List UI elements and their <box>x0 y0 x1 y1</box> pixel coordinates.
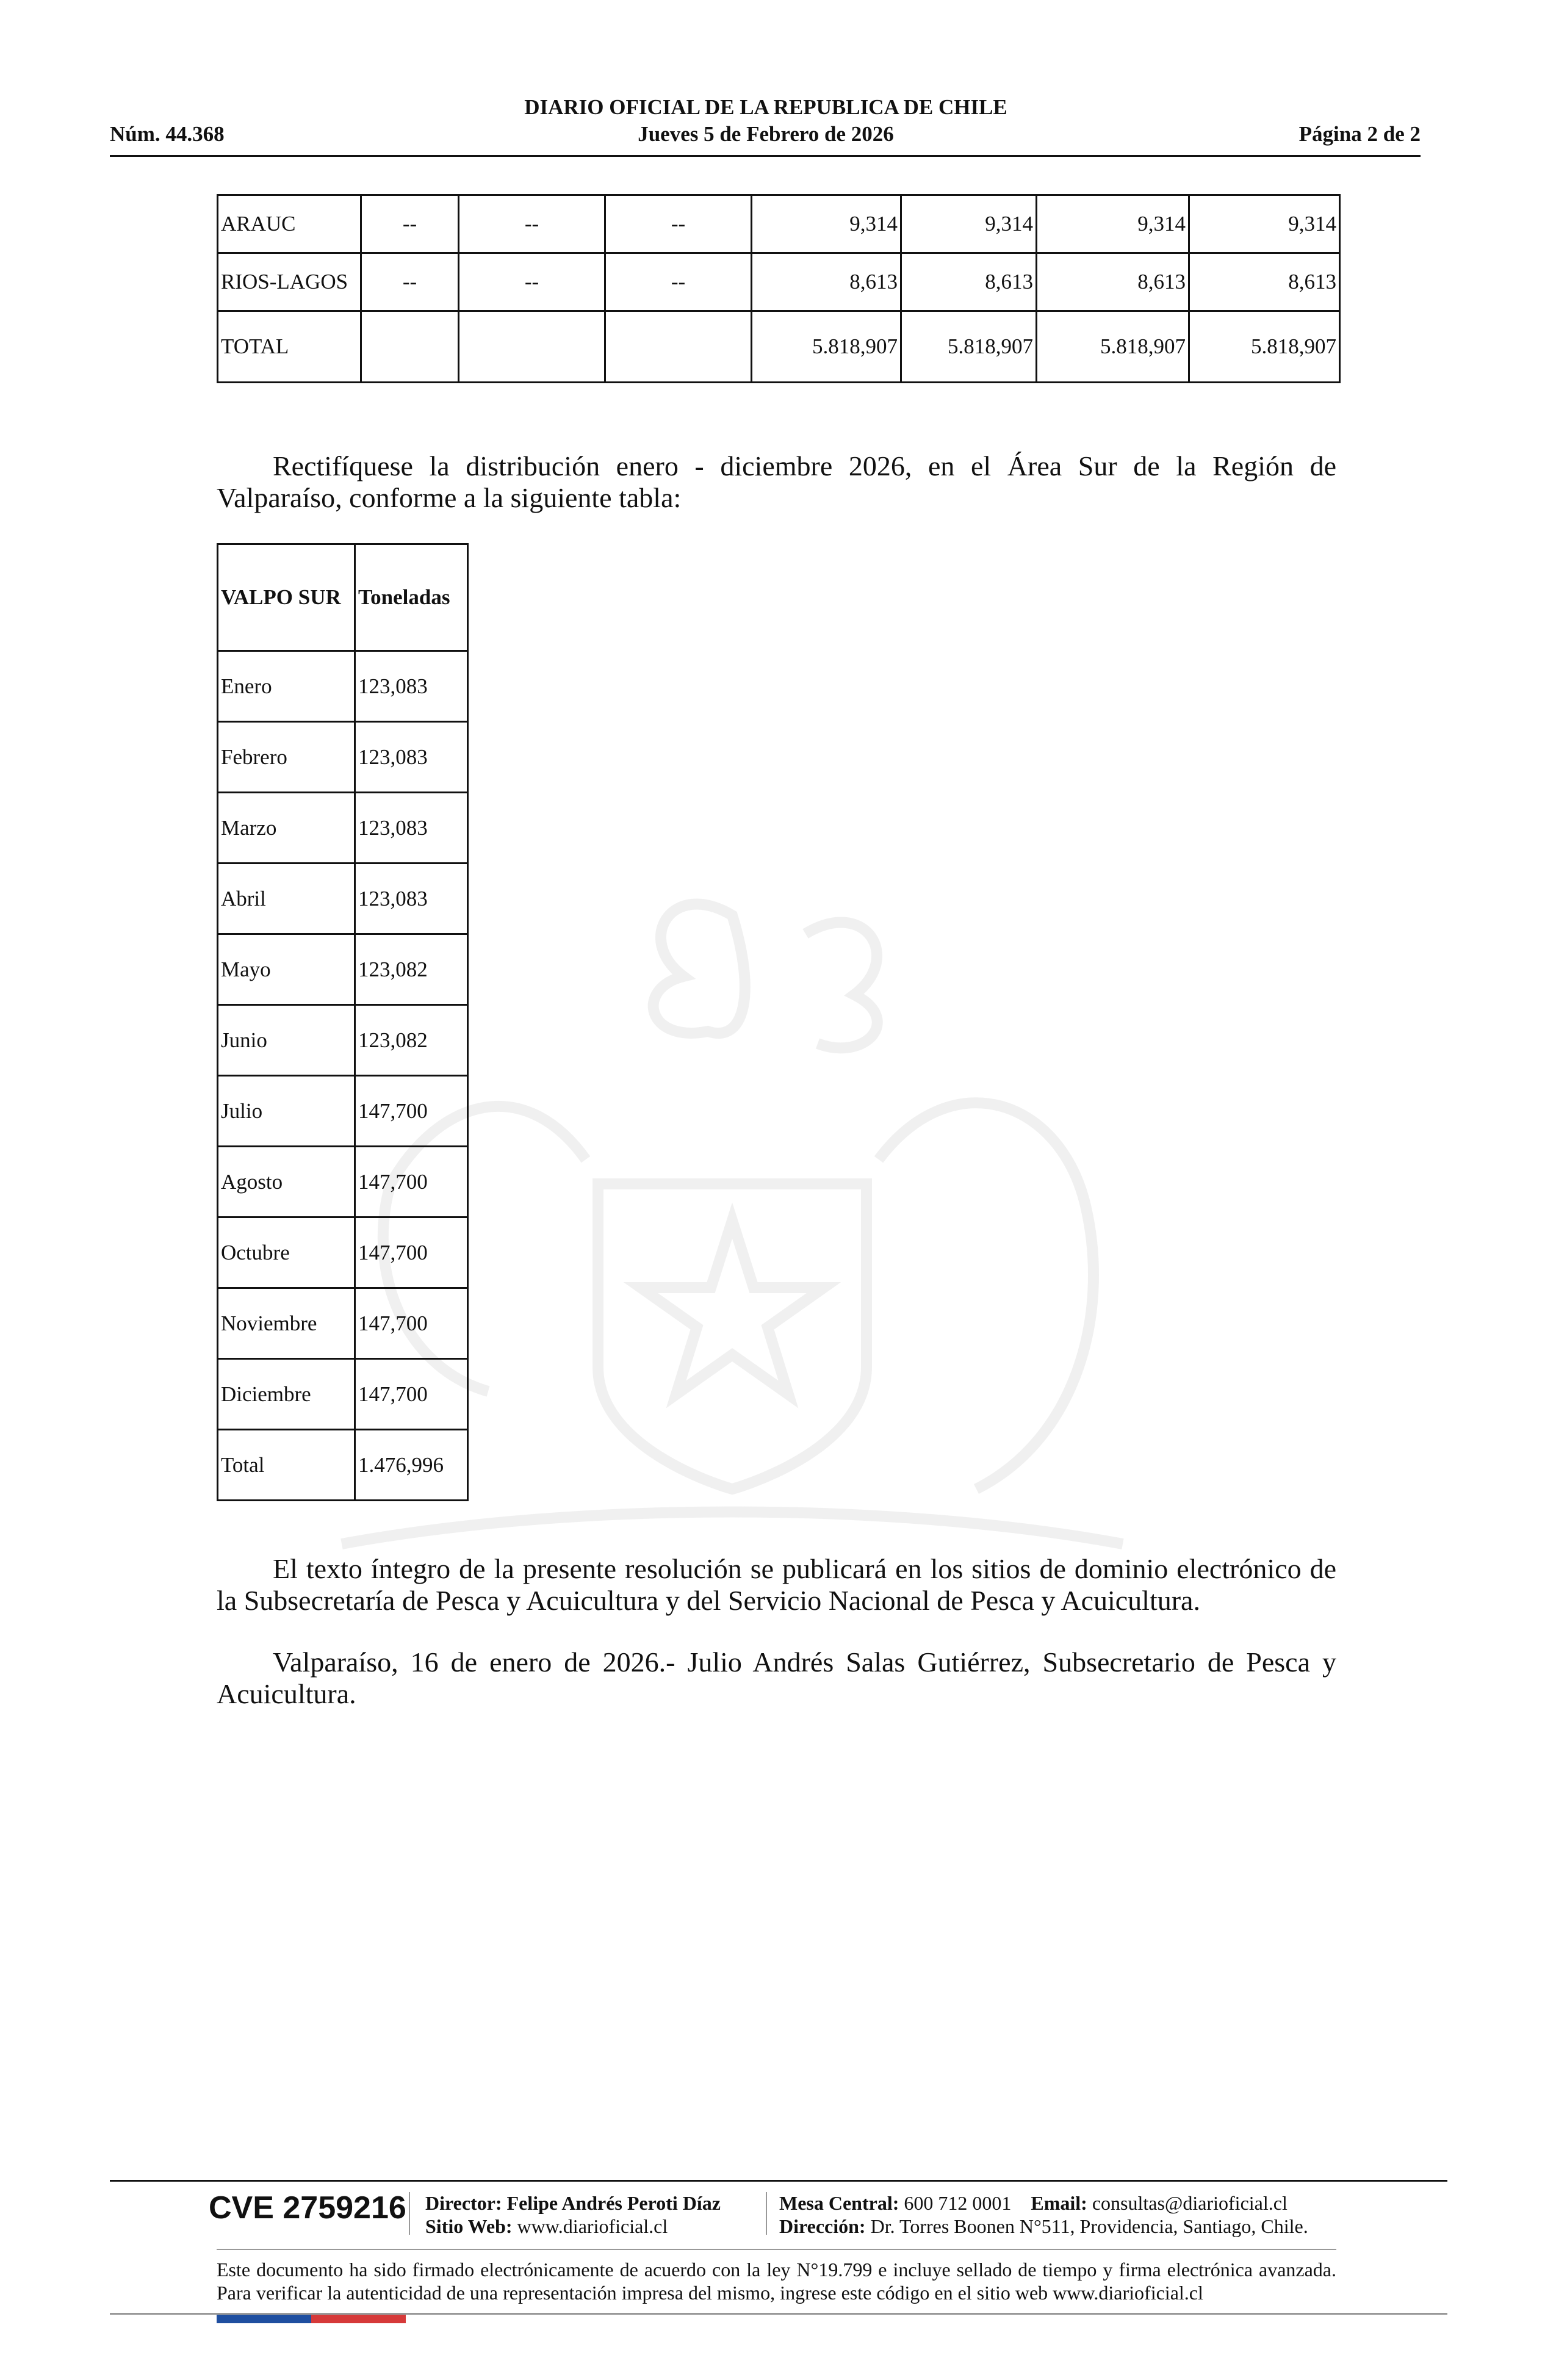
month-cell: Marzo <box>218 793 355 864</box>
table-row <box>218 793 468 864</box>
address-text: Dr. Torres Boonen N°511, Providencia, Santiago, Chile. <box>870 2215 1308 2237</box>
month-cell: Noviembre <box>218 1288 355 1359</box>
email-label: Email: <box>1031 2192 1087 2214</box>
table-row <box>218 1359 468 1430</box>
tons-cell: 123,083 <box>355 722 468 793</box>
footer-address <box>779 2215 1308 2238</box>
newspaper-title: DIARIO OFICIAL DE LA REPUBLICA DE CHILE <box>524 95 1007 119</box>
month-cell: Mayo <box>218 934 355 1005</box>
region-cell: ARAUC <box>218 195 361 253</box>
rectification-paragraph <box>217 450 1336 514</box>
tons-cell: 123,082 <box>355 1005 468 1076</box>
month-cell: Diciembre <box>218 1359 355 1430</box>
month-cell: Julio <box>218 1076 355 1147</box>
table-cell <box>361 311 459 383</box>
flag-stripe-red <box>311 2315 406 2323</box>
footer-separator <box>766 2192 767 2235</box>
tons-cell: 147,700 <box>355 1288 468 1359</box>
table-cell <box>459 311 605 383</box>
footer-inner-divider <box>217 2249 1336 2250</box>
table-row <box>218 722 468 793</box>
table-cell: 8,613 <box>752 253 901 311</box>
table-row <box>218 1076 468 1147</box>
paragraph-text: El texto íntegro de la presente resolución se publicará en los sitios de dominio electrónico de la Subsecretaría de Pesca y Acuicultura y del Servicio Nacional de Pesca y Acuicultura. <box>217 1553 1336 1616</box>
quota-table-continuation <box>217 194 1341 383</box>
table-row <box>218 1217 468 1288</box>
tons-cell: 147,700 <box>355 1359 468 1430</box>
region-cell: TOTAL <box>218 311 361 383</box>
tons-cell: 147,700 <box>355 1147 468 1217</box>
tons-cell: 147,700 <box>355 1217 468 1288</box>
page-indicator: Página 2 de 2 <box>1298 122 1421 146</box>
header-divider <box>110 155 1421 157</box>
table-cell: -- <box>459 253 605 311</box>
table-cell: 8,613 <box>901 253 1037 311</box>
table-cell <box>605 311 752 383</box>
table-cell: -- <box>361 195 459 253</box>
table-cell: 8,613 <box>1037 253 1189 311</box>
website-link[interactable]: www.diarioficial.cl <box>517 2215 668 2237</box>
director-name: Felipe Andrés Peroti Díaz <box>506 2192 721 2214</box>
table-row <box>218 1005 468 1076</box>
footer-divider <box>110 2180 1447 2182</box>
month-cell: Octubre <box>218 1217 355 1288</box>
month-cell: Abril <box>218 864 355 934</box>
table-cell: 9,314 <box>901 195 1037 253</box>
tons-cell: 147,700 <box>355 1076 468 1147</box>
table-cell: 5.818,907 <box>901 311 1037 383</box>
table-cell: 5.818,907 <box>752 311 901 383</box>
column-header: VALPO SUR <box>218 544 355 651</box>
email-link[interactable]: consultas@diarioficial.cl <box>1092 2192 1288 2214</box>
paragraph-text: Valparaíso, 16 de enero de 2026.- Julio Andrés Salas Gutiérrez, Subsecretario de Pesca y Acuicultura. <box>217 1646 1336 1709</box>
table-cell: 9,314 <box>752 195 901 253</box>
publication-paragraph <box>217 1553 1336 1617</box>
tons-cell: 123,082 <box>355 934 468 1005</box>
table-cell: -- <box>459 195 605 253</box>
month-cell: Enero <box>218 651 355 722</box>
tons-cell: 123,083 <box>355 793 468 864</box>
table-row <box>218 1288 468 1359</box>
month-cell: Febrero <box>218 722 355 793</box>
month-cell: Junio <box>218 1005 355 1076</box>
table-row <box>218 651 468 722</box>
tons-cell: 123,083 <box>355 651 468 722</box>
table-cell: 9,314 <box>1189 195 1340 253</box>
website-label: Sitio Web: <box>425 2215 513 2237</box>
footer-director <box>425 2192 721 2215</box>
tons-cell: 1.476,996 <box>355 1430 468 1501</box>
footer-website <box>425 2215 668 2238</box>
tons-cell: 123,083 <box>355 864 468 934</box>
mesa-label: Mesa Central: <box>779 2192 899 2214</box>
region-cell: RIOS-LAGOS <box>218 253 361 311</box>
issue-date: Jueves 5 de Febrero de 2026 <box>638 122 894 146</box>
table-row-total <box>218 1430 468 1501</box>
table-cell: 5.818,907 <box>1037 311 1189 383</box>
table-cell: 9,314 <box>1037 195 1189 253</box>
table-row <box>218 195 1340 253</box>
table-cell: -- <box>605 253 752 311</box>
paragraph-text: Rectifíquese la distribución enero - diciembre 2026, en el Área Sur de la Región de Valparaíso, conforme a la siguiente tabla: <box>217 450 1336 513</box>
phone-number: 600 712 0001 <box>904 2192 1012 2214</box>
table-cell: 5.818,907 <box>1189 311 1340 383</box>
address-label: Dirección: <box>779 2215 866 2237</box>
flag-stripe-blue <box>217 2315 311 2323</box>
month-cell: Agosto <box>218 1147 355 1217</box>
issue-number: Núm. 44.368 <box>110 122 225 146</box>
director-label: Director: <box>425 2192 502 2214</box>
footer-separator <box>409 2192 410 2235</box>
signature-note: Este documento ha sido firmado electrónicamente de acuerdo con la ley N°19.799 e incluye sellado de tiempo y firma electrónica avanzada. Para verificar la autenticidad de una representación impresa del mismo, ingrese este código en el sitio web www.diarioficial.cl <box>217 2259 1336 2304</box>
signature-paragraph <box>217 1646 1336 1710</box>
table-cell: -- <box>605 195 752 253</box>
table-cell: 8,613 <box>1189 253 1340 311</box>
table-row <box>218 1147 468 1217</box>
table-row-total <box>218 311 1340 383</box>
table-cell: -- <box>361 253 459 311</box>
table-row <box>218 934 468 1005</box>
footer-contact <box>779 2192 1288 2215</box>
table-header-row <box>218 544 468 651</box>
cve-code: CVE 2759216 <box>209 2190 406 2226</box>
column-header: Toneladas <box>355 544 468 651</box>
table-row <box>218 864 468 934</box>
table-row <box>218 253 1340 311</box>
month-cell: Total <box>218 1430 355 1501</box>
valpo-sur-table <box>217 543 469 1501</box>
